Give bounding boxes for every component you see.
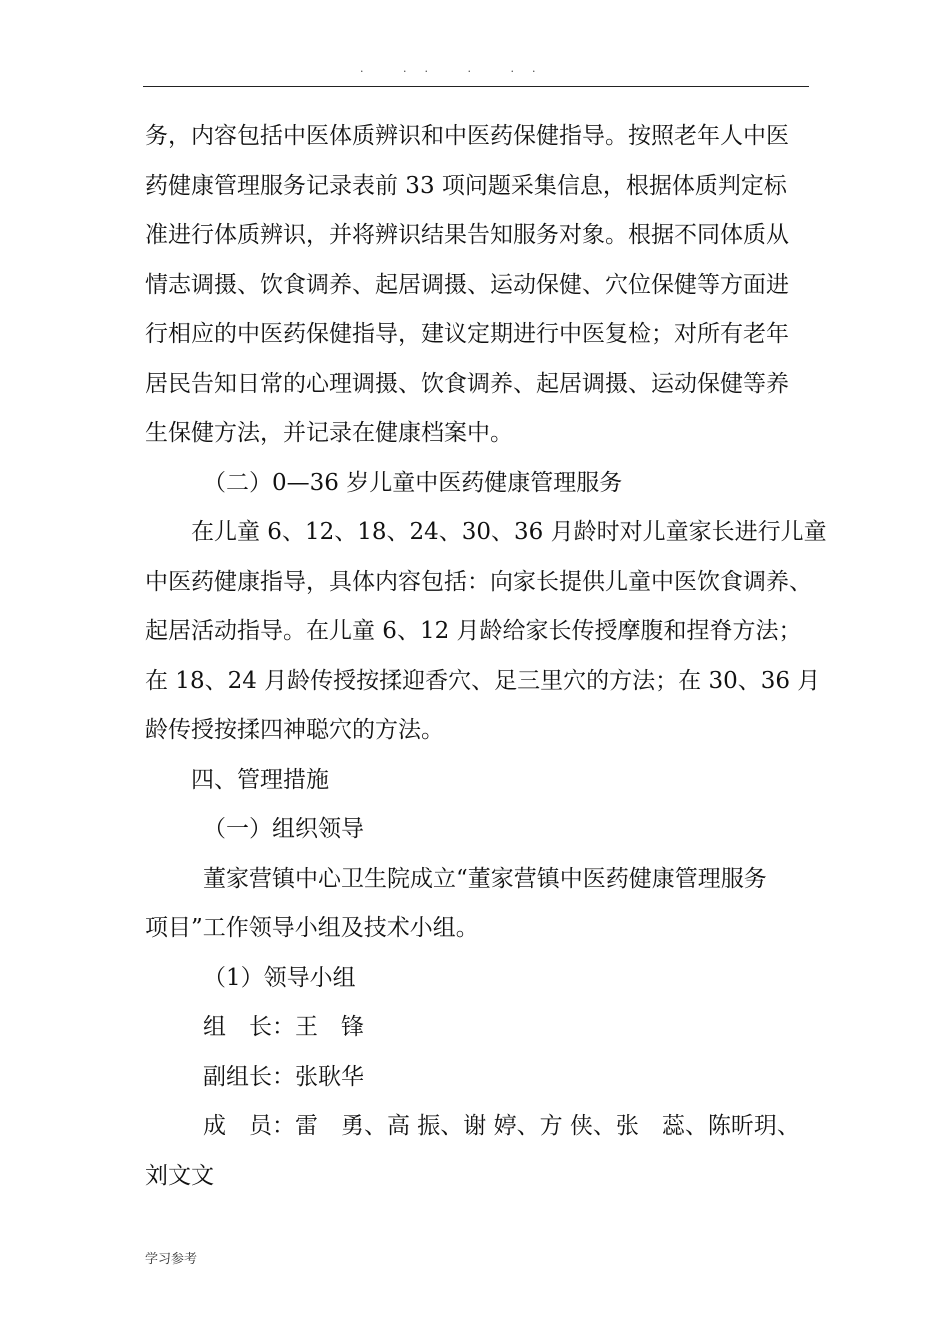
- subsection-heading: （1）领导小组: [203, 964, 356, 991]
- paragraph-line: 龄传授按揉四神聪穴的方法。: [145, 717, 444, 743]
- paragraph-line: 情志调摄、饮食调养、起居调摄、运动保健、穴位保健等方面进: [145, 271, 789, 298]
- member-line: 副组长：张耿华: [203, 1063, 364, 1090]
- header-marks: . .. . ..: [360, 62, 554, 75]
- paragraph-line: 董家营镇中心卫生院成立“董家营镇中医药健康管理服务: [203, 865, 767, 892]
- paragraph-line: 生保健方法，并记录在健康档案中。: [145, 420, 513, 446]
- paragraph-line: 中医药健康指导，具体内容包括：向家长提供儿童中医饮食调养、: [145, 568, 812, 595]
- document-body: [145, 112, 827, 1201]
- member-line: 组 长：王 锋: [203, 1014, 364, 1040]
- paragraph-line: 在 18、24 月龄传授按揉迎香穴、足三里穴的方法；在 30、36 月: [145, 667, 821, 694]
- paragraph-line: 准进行体质辨识，并将辨识结果告知服务对象。根据不同体质从: [145, 222, 789, 248]
- paragraph-line: 务，内容包括中医体质辨识和中医药保健指导。按照老年人中医: [145, 123, 789, 149]
- paragraph-line: 药健康管理服务记录表前 33 项问题采集信息，根据体质判定标: [145, 172, 787, 199]
- paragraph-line: 项目”工作领导小组及技术小组。: [145, 915, 479, 941]
- paragraph-line: 在儿童 6、12、18、24、30、36 月龄时对儿童家长进行儿童: [191, 519, 827, 545]
- paragraph-line: 起居活动指导。在儿童 6、12 月龄给家长传授摩腹和捏脊方法；: [145, 618, 802, 644]
- paragraph-line: 居民告知日常的心理调摄、饮食调养、起居调摄、运动保健等养: [145, 370, 789, 397]
- section-heading: （二）0—36 岁儿童中医药健康管理服务: [203, 469, 623, 496]
- section-heading: 四、管理措施: [191, 766, 329, 793]
- paragraph-line: 行相应的中医药保健指导，建议定期进行中医复检；对所有老年: [145, 321, 789, 347]
- header-rule: [143, 86, 809, 87]
- member-line: 刘文文: [145, 1162, 214, 1189]
- footer-text: 学习参考: [145, 1252, 198, 1267]
- subsection-heading: （一）组织领导: [203, 816, 364, 842]
- member-line: 成 员：雷 勇、高 振、谢 婷、方 侠、张 蕊、陈昕玥、: [203, 1113, 800, 1139]
